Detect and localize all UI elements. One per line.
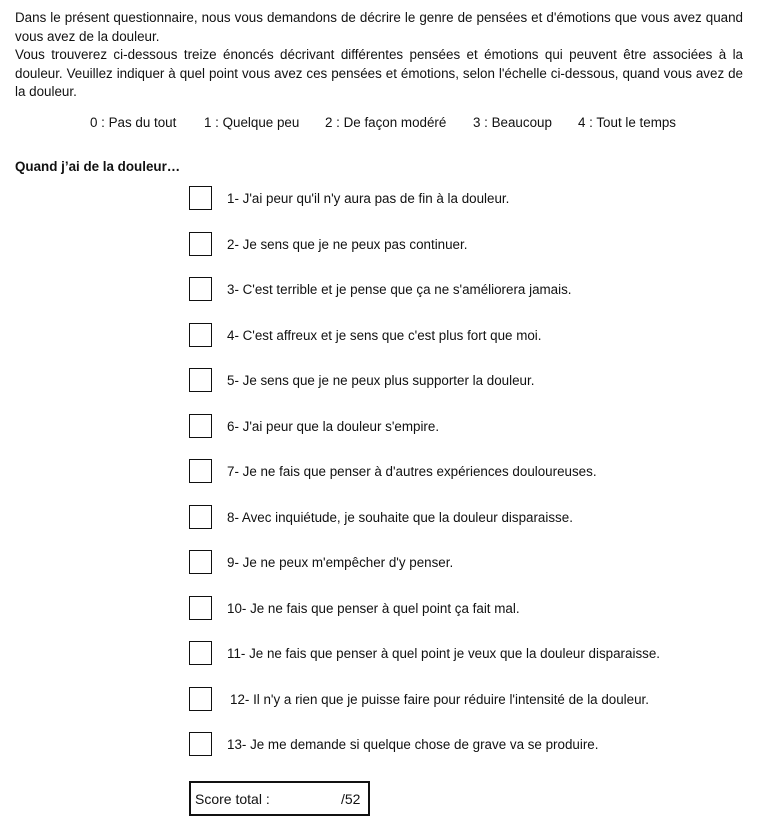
- statement-label-1: 1- J'ai peur qu'il n'y aura pas de fin à la douleur.: [227, 191, 510, 206]
- statement-label-11: 11- Je ne fais que penser à quel point je veux que la douleur disparaisse.: [227, 646, 660, 661]
- statement-item: [189, 687, 749, 715]
- total-score-max: /52: [341, 791, 361, 807]
- total-score-box[interactable]: [189, 781, 370, 816]
- scale-option-0: 0 : Pas du tout: [90, 115, 177, 130]
- statement-item: [189, 277, 749, 305]
- scale-option-2: 2 : De façon modéré: [325, 115, 447, 130]
- instructions-paragraph-2: Vous trouverez ci-dessous treize énoncés décrivant différentes pensées et émotions qui peuvent être associées à la douleur. Veuillez indiquer à quel point vous avez ces pensées et émotions, selon l'échelle ci-dessous, quand vous avez de la douleur.: [15, 47, 743, 100]
- statement-item: [189, 641, 749, 669]
- statement-item: [189, 732, 749, 760]
- scale-option-3: 3 : Beaucoup: [473, 115, 552, 130]
- statement-item: [189, 596, 749, 624]
- statement-label-8: 8- Avec inquiétude, je souhaite que la douleur disparaisse.: [227, 509, 573, 525]
- statement-label-4: 4- C'est affreux et je sens que c'est plus fort que moi.: [227, 327, 542, 343]
- answer-box-7[interactable]: [189, 459, 212, 483]
- statement-item: [189, 550, 749, 578]
- statement-item: [189, 368, 749, 396]
- statement-label-7: 7- Je ne fais que penser à d'autres expériences douloureuses.: [227, 464, 597, 479]
- answer-box-12[interactable]: [189, 687, 212, 711]
- statement-label-5: 5- Je sens que je ne peux plus supporter la douleur.: [227, 373, 535, 388]
- answer-box-8[interactable]: [189, 505, 212, 529]
- scale-option-1: 1 : Quelque peu: [204, 115, 300, 130]
- statement-label-6: 6- J'ai peur que la douleur s'empire.: [227, 418, 440, 434]
- statement-item: [189, 505, 749, 533]
- statement-item: [189, 323, 749, 351]
- answer-box-6[interactable]: [189, 414, 212, 438]
- statement-label-12: 12- Il n'y a rien que je puisse faire pour réduire l'intensité de la douleur.: [230, 691, 649, 707]
- statement-label-2: 2- Je sens que je ne peux pas continuer.: [227, 236, 468, 252]
- total-score-label: Score total :: [195, 791, 270, 807]
- answer-box-2[interactable]: [189, 232, 212, 256]
- answer-box-5[interactable]: [189, 368, 212, 392]
- instructions-paragraph-1: Dans le présent questionnaire, nous vous demandons de décrire le genre de pensées et d'émotions que vous avez quand vous avez de la douleur.: [15, 10, 743, 44]
- statement-label-3: 3- C'est terrible et je pense que ça ne s'améliorera jamais.: [227, 282, 572, 297]
- statement-label-13: 13- Je me demande si quelque chose de grave va se produire.: [227, 737, 599, 752]
- statement-item: [189, 414, 749, 442]
- answer-box-1[interactable]: [189, 186, 212, 210]
- rating-scale: [0, 115, 776, 133]
- instructions: [15, 9, 743, 102]
- statement-label-10: 10- Je ne fais que penser à quel point ça fait mal.: [227, 600, 520, 616]
- statement-item: [189, 186, 749, 214]
- scale-option-4: 4 : Tout le temps: [578, 115, 677, 130]
- answer-box-4[interactable]: [189, 323, 212, 347]
- statement-item: [189, 459, 749, 487]
- answer-box-10[interactable]: [189, 596, 212, 620]
- answer-box-3[interactable]: [189, 277, 212, 301]
- statement-label-9: 9- Je ne peux m'empêcher d'y penser.: [227, 555, 454, 570]
- statement-item: [189, 232, 749, 260]
- answer-box-9[interactable]: [189, 550, 212, 574]
- answer-box-13[interactable]: [189, 732, 212, 756]
- section-heading: Quand j’ai de la douleur…: [15, 159, 181, 174]
- answer-box-11[interactable]: [189, 641, 212, 665]
